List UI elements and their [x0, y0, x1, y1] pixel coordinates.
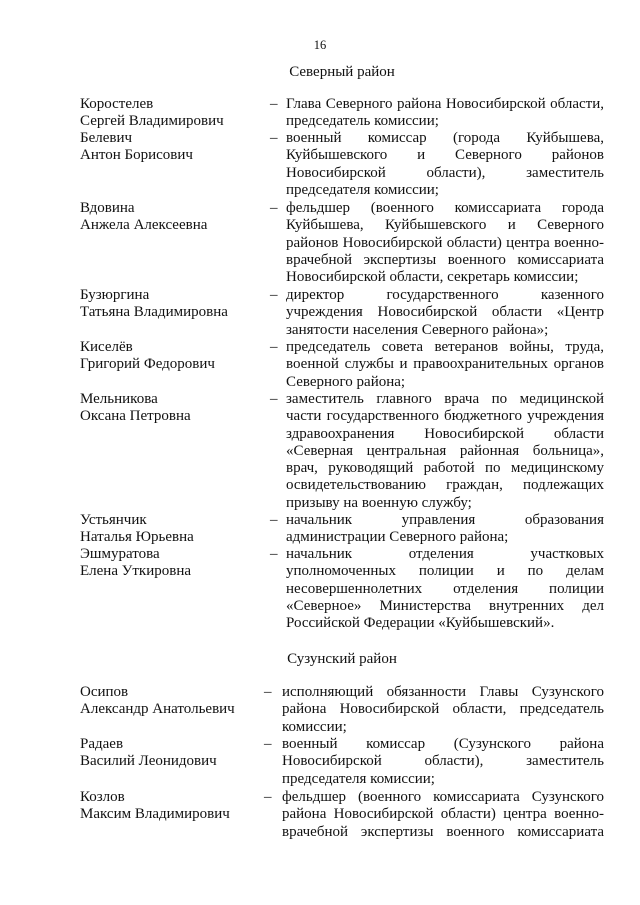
member-role: фельдшер (военного комиссариата города Куйбышева, Куйбышевского и Северного районов Новосибирской области) центра военно-врачебной экспертизы военного комиссариата Новосибирской области, секретарь комиссии;	[286, 200, 604, 286]
member-role: начальник отделения участковых уполномоченных полиции и по делам несовершеннолетних отделения полиции «Северное» Министерства внутренних дел Российской Федерации «Куйбышевский».	[286, 546, 604, 632]
member-name: Вдовина Анжела Алексеевна	[80, 200, 208, 234]
member-role: заместитель главного врача по медицинской части государственного бюджетного учреждения здравоохранения Новосибирской области «Северная центральная районная больница», врач, руководящий работой по медицинскому освидетельствованию граждан, подлежащих призыву на военную службу;	[286, 391, 604, 511]
member-name: Козлов Максим Владимирович	[80, 789, 230, 823]
member-role: Глава Северного района Новосибирской области, председатель комиссии;	[286, 96, 604, 130]
member-dash: –	[270, 339, 278, 355]
member-dash: –	[264, 736, 272, 752]
member-dash: –	[270, 200, 278, 216]
member-role: военный комиссар (города Куйбышева, Куйбышевского и Северного районов Новосибирской области), заместитель председателя комиссии;	[286, 130, 604, 198]
member-role: исполняющий обязанности Главы Сузунского района Новосибирской области, председатель комиссии;	[282, 684, 604, 735]
district-title-severny: Северный район	[289, 64, 395, 80]
district-title-suzunsky: Сузунский район	[287, 651, 397, 667]
member-name: Эшмуратова Елена Уткировна	[80, 546, 191, 580]
member-dash: –	[270, 391, 278, 407]
member-role: председатель совета ветеранов войны, труда, военной службы и правоохранительных органов Северного района;	[286, 339, 604, 390]
member-dash: –	[270, 96, 278, 112]
member-dash: –	[270, 287, 278, 303]
member-role: директор государственного казенного учреждения Новосибирской области «Центр занятости населения Северного района»;	[286, 287, 604, 338]
member-dash: –	[270, 512, 278, 528]
member-name: Белевич Антон Борисович	[80, 130, 193, 164]
member-name: Радаев Василий Леонидович	[80, 736, 217, 770]
member-dash: –	[270, 546, 278, 562]
member-role: фельдшер (военного комиссариата Сузунского района Новосибирской области) центра военно-врачебной экспертизы военного комиссариата	[282, 789, 604, 840]
member-dash: –	[264, 684, 272, 700]
member-role: военный комиссар (Сузунского района Новосибирской области), заместитель председателя комиссии;	[282, 736, 604, 787]
member-name: Устьянчик Наталья Юрьевна	[80, 512, 194, 546]
member-name: Мельникова Оксана Петровна	[80, 391, 191, 425]
member-role: начальник управления образования администрации Северного района;	[286, 512, 604, 546]
member-name: Бузюргина Татьяна Владимировна	[80, 287, 228, 321]
member-dash: –	[270, 130, 278, 146]
member-name: Коростелев Сергей Владимирович	[80, 96, 224, 130]
member-name: Осипов Александр Анатольевич	[80, 684, 235, 718]
page-number: 16	[313, 38, 327, 52]
member-name: Киселёв Григорий Федорович	[80, 339, 215, 373]
member-dash: –	[264, 789, 272, 805]
